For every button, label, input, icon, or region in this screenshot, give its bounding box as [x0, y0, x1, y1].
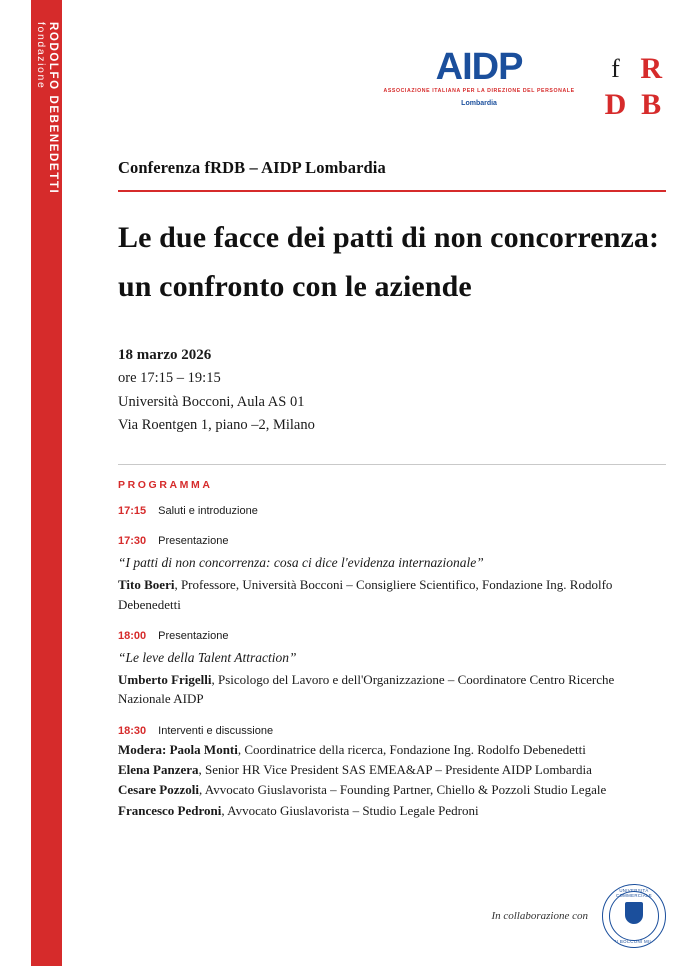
- speaker-name: Modera: Paola Monti: [118, 741, 238, 757]
- slot-kind: Saluti e introduzione: [158, 504, 258, 517]
- programme-slot: [118, 628, 666, 709]
- grey-divider: [118, 464, 666, 465]
- slot-speaker: [118, 670, 666, 708]
- slot-speaker: [118, 575, 666, 613]
- slot-speaker: [118, 801, 666, 820]
- page-title: Le due facce dei patti di non concorrenza: un confronto con le aziende: [118, 221, 660, 303]
- speaker-name: Tito Boeri: [118, 577, 175, 593]
- seal-bottom-text: LUIGI BOCCONI MILANO: [605, 939, 663, 944]
- slot-time: 17:15: [118, 504, 147, 517]
- speaker-name: Cesare Pozzoli: [118, 782, 199, 798]
- speaker-name: Francesco Pedroni: [118, 802, 222, 818]
- slot-time: 18:00: [118, 629, 147, 642]
- frdb-letter-f: f: [611, 54, 620, 83]
- frdb-letter-d: D: [604, 88, 627, 121]
- speaker-name: Umberto Frigelli: [118, 672, 212, 688]
- slot-kind: Presentazione: [158, 629, 229, 642]
- aidp-region-label: Lombardia: [461, 100, 497, 108]
- speaker-role: , Avvocato Giuslavorista – Studio Legale Pedroni: [221, 802, 479, 818]
- slot-speaker: [118, 780, 666, 799]
- speaker-name: Elena Panzera: [118, 762, 199, 778]
- spine-label-thin: fondazione: [34, 22, 47, 90]
- speaker-role: , Psicologo del Lavoro e dell'Organizzazione – Coordinatore Centro Ricerche Nazionale AIDP: [118, 672, 615, 707]
- slot-header: [118, 723, 666, 739]
- slot-kind: Presentazione: [158, 535, 229, 548]
- aidp-wordmark: AIDP: [435, 46, 523, 88]
- slot-header: [118, 533, 666, 549]
- slot-header: [118, 628, 666, 644]
- speaker-role: , Senior HR Vice President SAS EMEA&AP – Presidente AIDP Lombardia: [198, 762, 592, 778]
- seal-ring-text: [603, 885, 665, 947]
- frdb-letter-r: R: [640, 52, 662, 85]
- speaker-role: , Professore, Università Bocconi – Consigliere Scientifico, Fondazione Ing. Rodolfo Debenedetti: [118, 577, 613, 612]
- aidp-subtitle: ASSOCIAZIONE ITALIANA PER LA DIREZIONE DEL PERSONALE: [383, 88, 575, 94]
- programme-slot: [118, 503, 666, 519]
- slot-speaker: [118, 740, 666, 759]
- red-divider: [118, 190, 666, 192]
- slot-kind: Interventi e discussione: [158, 724, 274, 737]
- event-details: [118, 343, 666, 438]
- speaker-role: , Avvocato Giuslavorista – Founding Partner, Chiello & Pozzoli Studio Legale: [198, 782, 607, 798]
- seal-top-text: UNIVERSITÀ COMMERCIALE: [616, 888, 652, 898]
- slot-time: 18:30: [118, 724, 147, 737]
- programme-heading: PROGRAMMA: [118, 478, 213, 491]
- slot-time: 17:30: [118, 535, 147, 548]
- event-address: Via Roentgen 1, piano –2, Milano: [118, 417, 315, 434]
- speaker-role: , Coordinatrice della ricerca, Fondazione Ing. Rodolfo Debenedetti: [237, 741, 586, 757]
- event-venue: Università Bocconi, Aula AS 01: [118, 393, 305, 410]
- spine-branding: [31, 0, 62, 966]
- slot-header: [118, 503, 666, 519]
- frdb-letter-b: B: [641, 88, 662, 121]
- programme-slot: [118, 723, 666, 820]
- spine-label-bold: RODOLFO DEBENEDETTI: [46, 22, 59, 195]
- programme-slot: [118, 533, 666, 614]
- footer-collaboration: [491, 884, 666, 948]
- slot-speaker: [118, 760, 666, 779]
- poster-content: [118, 0, 666, 820]
- slot-talk-title: “Le leve della Talent Attraction”: [118, 650, 297, 666]
- collaboration-label: In collaborazione con: [491, 910, 588, 922]
- event-time: ore 17:15 – 19:15: [118, 370, 221, 387]
- bocconi-seal-icon: [602, 884, 666, 948]
- event-date: 18 marzo 2026: [118, 347, 212, 364]
- conference-eyebrow: Conferenza fRDB – AIDP Lombardia: [118, 158, 386, 177]
- slot-talk-title: “I patti di non concorrenza: cosa ci dice l'evidenza internazionale”: [118, 555, 484, 571]
